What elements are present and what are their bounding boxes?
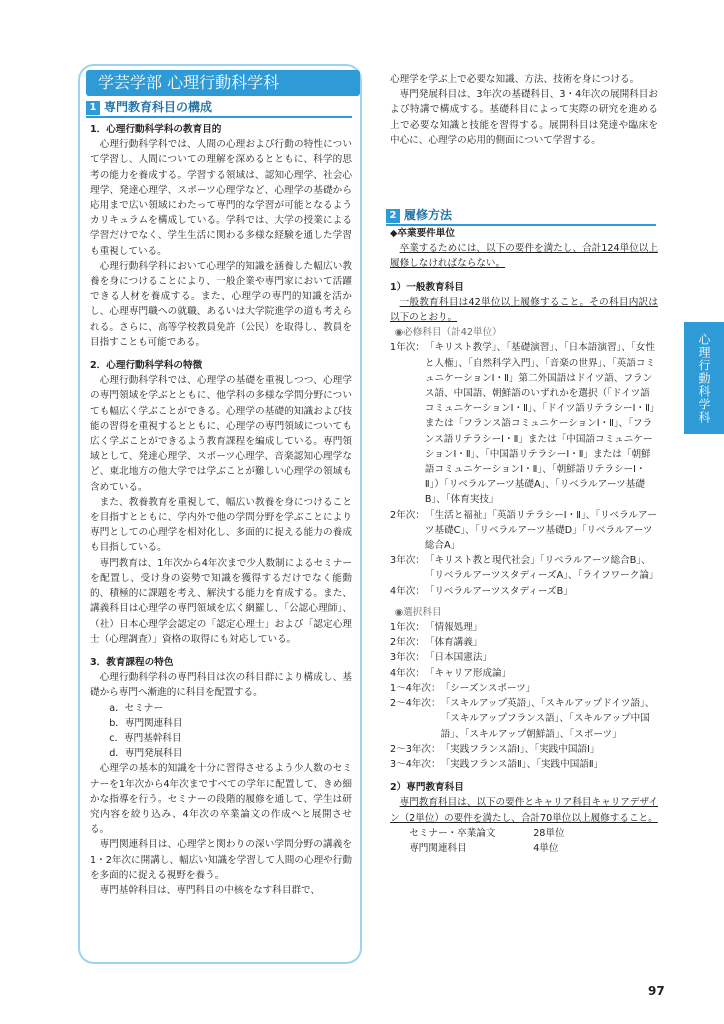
year-label: 4年次： (390, 667, 425, 679)
year-label: 4年次： (390, 585, 425, 597)
side-index-tab: 心理行動科学科 (684, 322, 724, 434)
subheading: ◆卒業要件単位 (390, 228, 455, 239)
left-column-text (90, 122, 352, 898)
subheading: ◉必修科目（計42単位） (394, 327, 502, 339)
list-item: c．専門基幹科目 (109, 732, 182, 744)
section-title: 専門教育科目の構成 (104, 100, 213, 114)
paragraph: 専門発展科目は、3年次の基礎科目、3・4年次の展開科目および特講で構成する。基礎科目によって実際の研究を進める上で必要な知識と技能を習得する。展開科目は発達や臨床を中心に、心理学の応用的側面について学習する。 (390, 89, 658, 146)
year-label: 2年次： (390, 637, 425, 649)
year-label: 2年次： (390, 509, 425, 521)
paragraph: 心理行動科学科の専門科目は次の科目群により構成し、基礎から専門へ漸進的に科目を配置する。 (90, 672, 352, 699)
required-row (390, 553, 658, 583)
section-heading-method (386, 206, 656, 224)
paragraph: 一般教育科目は42単位以上履修すること。その科目内訳は以下のとおり。 (390, 296, 658, 324)
course-list: 「体育講義」 (424, 637, 483, 649)
course-list: 「スキルアップ英語」、「スキルアップドイツ語」、「スキルアップフランス語」、「スキルアップ中国語」、「スキルアップ朝鮮語」、「スポーツ」 (440, 698, 655, 740)
subheading: 2．心理行動科学科の特徴 (90, 360, 203, 372)
credit-category: 専門関連科目 (409, 842, 467, 854)
year-label: 3年次： (390, 652, 425, 664)
year-label: 1年次： (390, 622, 425, 634)
paragraph: 心理行動科学科では、人間の心理および行動の特性について学習し、人間についての理解を深めるとともに、科学的思考の能力を養成する。学習する領域は、認知心理学、社会心理学、発達心理学、スポーツ心理学など、心理学の基礎から応用まで広い領域にわたって専門的な学習が可能となるようカリキュラムを構成している。学科では、大学の授業による学習だけでなく、学生生活に関わる多様な経験を通した学習も重視している。 (90, 139, 352, 257)
elective-row (390, 757, 658, 772)
subheading: 1．心理行動科学科の教育目的 (90, 124, 222, 135)
section-title: 履修方法 (404, 208, 453, 222)
required-row (390, 584, 658, 599)
list-item: b．専門関連科目 (109, 717, 183, 729)
elective-row (390, 620, 658, 635)
paragraph: 心理行動科学科では、心理学の基礎を重視しつつ、心理学の専門領域を学ぶとともに、他学科の多様な学問分野についても幅広く学ぶことができる。心理学の基礎的知識および技能の習得を重視するとともに、心理学の専門領域についても広く学ぶことができるよう教育課程を編成している。専門領域として、発達心理学、スポーツ心理学、音楽認知心理学など、東北地方の他大学では学ぶことが難しい心理学の領域も含めている。 (90, 375, 352, 493)
required-row (390, 340, 658, 507)
elective-row (390, 742, 658, 757)
right-column-continuation (390, 72, 658, 148)
elective-row (390, 635, 658, 650)
year-label: 2～3年次： (390, 743, 441, 755)
credit-category: セミナー・卒業論文 (409, 827, 496, 839)
credit-row (390, 841, 658, 856)
course-list: 「キャリア形成論」 (424, 667, 512, 679)
elective-row (390, 696, 658, 742)
right-column-text (390, 226, 658, 856)
year-label: 3～4年次： (390, 758, 441, 770)
subheading: ◉選択科目 (394, 606, 442, 618)
course-list: 「実践フランス語Ⅰ」、「実践中国語Ⅰ」 (440, 743, 600, 755)
paragraph: 卒業するためには、以下の要件を満たし、合計124単位以上履修しなければならない。 (390, 243, 658, 270)
subheading: 2）専門教育科目 (390, 782, 464, 794)
section-underline (86, 116, 352, 118)
course-list: 「日本国憲法」 (424, 652, 493, 664)
paragraph: 専門基幹科目は、専門科目の中核をなす科目群で、 (99, 884, 321, 896)
course-list: 「生活と福祉」「英語リテラシーⅠ・Ⅱ」、「リベラルアーツ基礎C」、「リベラルアーツ基礎D」「リベラルアーツ総合A」 (424, 509, 657, 552)
course-list: 「キリスト教と現代社会」「リベラルアーツ総合B」、「リベラルアーツスタディーズA」、「ライフワーク論」 (424, 555, 659, 582)
year-label: 1～4年次： (390, 682, 441, 694)
paragraph: 専門教育科目は、以下の要件とキャリア科目キャリアデザイン（2単位）の要件を満たし、合計70単位以上履修すること。 (390, 797, 658, 824)
credit-value: 28単位 (533, 827, 565, 839)
elective-row (390, 666, 658, 681)
section-number: 1 (86, 101, 100, 115)
course-list: 「リベラルアーツスタディーズB」 (424, 585, 573, 597)
section-heading-structure (86, 98, 352, 116)
year-label: 1年次： (390, 342, 425, 354)
credit-value: 4単位 (533, 842, 559, 854)
elective-row (390, 681, 658, 696)
course-list: 「情報処理」 (424, 622, 483, 634)
paragraph: 専門関連科目は、心理学と関わりの深い学問分野の講義を1・2年次に開講し、幅広い知識を学習して人間の心理や行動を多面的に捉える視野を養う。 (90, 839, 352, 881)
paragraph: 専門教育は、1年次から4年次まで少人数制によるセミナーを配置し、受け身の姿勢で知識を獲得するだけでなく能動的、積極的に課題を考え、解決する能力を育成する。また、講義科目は心理学の専門領域を広く網羅し、「公認心理師」、（社）日本心理学会認定の「認定心理士」および「認定心理士（心理調査）」資格の取得にも対応している。 (90, 557, 352, 645)
year-label: 3年次： (390, 555, 425, 567)
credit-row (390, 826, 658, 841)
section-number: 2 (386, 209, 400, 223)
subheading: 1）一般教育科目 (390, 281, 464, 293)
faculty-title: 学芸学部 心理行動科学科 (86, 70, 360, 96)
course-list: 「シーズンスポーツ」 (440, 682, 536, 694)
page-number: 97 (648, 984, 665, 998)
paragraph: また、教養教育を重視して、幅広い教養を身につけることを目指すとともに、学内外で他の学問分野を学ぶことにより専門としての心理学を相対化し、多面的に捉える能力の養成も目指している。 (90, 496, 352, 554)
year-label: 2～4年次： (390, 698, 441, 710)
course-list: 「実践フランス語Ⅱ」、「実践中国語Ⅱ」 (440, 758, 604, 770)
elective-row (390, 650, 658, 665)
paragraph: 心理学の基本的知識を十分に習得させるよう少人数のセミナーを1年次から4年次まですべての学年に配置して、きめ細かな指導を行う。セミナーの段階的履修を通して、学生は研究内容を絞り込み、4年次の卒業論文の作成へと展開させる。 (90, 763, 352, 836)
paragraph: 心理学を学ぶ上で必要な知識、方法、技術を身につける。 (390, 74, 640, 85)
required-row (390, 508, 658, 554)
list-item: a．セミナー (109, 702, 164, 714)
list-item: d．専門発展科目 (109, 748, 183, 760)
course-list: 「キリスト教学」、「基礎演習」、「日本語演習」、「女性と人権」、「自然科学入門」、「音楽の世界」、「英語コミュニケーションⅠ・Ⅱ」第二外国語はドイツ語、フランス語、中国語、朝鮮語のいずれかを選択（「ドイツ語コミュニケーションⅠ・Ⅱ」、「ドイツ語リテラシーⅠ・Ⅱ」または「フランス語コミュニケーションⅠ・Ⅱ」、「フランス語リテラシーⅠ・Ⅱ」または「中国語コミュニケーションⅠ・Ⅱ」、「中国語リテラシーⅠ・Ⅱ」または「朝鮮語コミュニケーションⅠ・Ⅱ」、「朝鮮語リテラシーⅠ・Ⅱ」）「リベラルアーツ基礎A」、「リベラルアーツ基礎B」、「体育実技」 (424, 342, 656, 506)
subheading: 3．教育課程の特色 (90, 656, 174, 668)
paragraph: 心理行動科学科において心理学的知識を涵養した幅広い教養を身につけることにより、一般企業や専門家において活躍できる人材を養成する。また、心理学の専門的知識を活かし、心理専門職への就職、あるいは大学院進学の道も考えられる。さらに、高等学校教員免許（公民）を取得し、教員を目指すことも可能である。 (90, 260, 352, 348)
